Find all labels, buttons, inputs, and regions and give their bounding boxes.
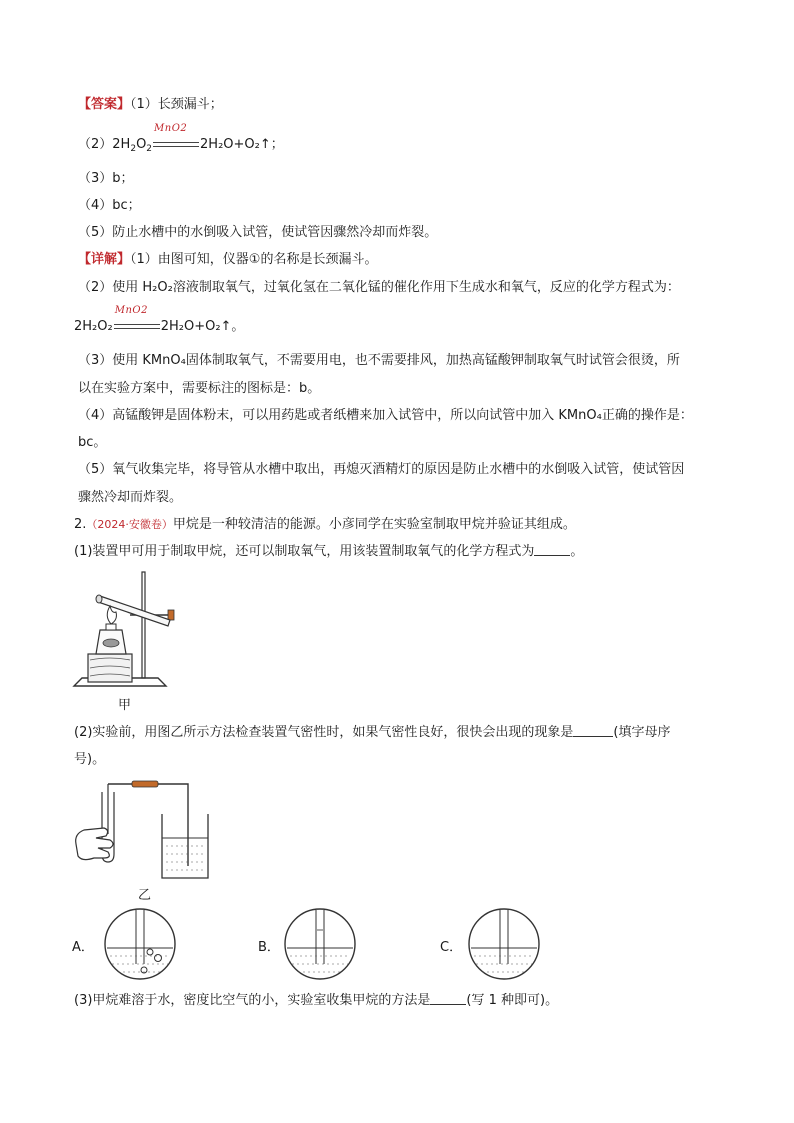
answer-line-4: （4）bc； <box>78 198 141 213</box>
detail-line-5a: （5）氧气收集完毕，将导管从水槽中取出，再熄灭酒精灯的原因是防止水槽中的水倒吸入试管，使试管因 <box>78 462 685 477</box>
detail-equation-reactant: 2H₂O₂ <box>74 319 113 334</box>
question-part-2b: 号)。 <box>74 752 106 767</box>
detail-label: 【详解】 <box>78 252 131 267</box>
q3-text: (3)甲烷难溶于水，密度比空气的小，实验室收集甲烷的方法是 <box>74 993 431 1008</box>
figure-yi-caption: 乙 <box>138 888 152 903</box>
detail-line-3b: 以在实验方案中，需要标注的图标是：b。 <box>78 381 321 396</box>
answer-line-3: （3）b； <box>78 171 134 186</box>
answer-equation-products: 2H₂O+O₂↑； <box>200 137 284 152</box>
q1-text: (1)装置甲可用于制取甲烷，还可以制取氧气，用该装置制取氧气的化学方程式为 <box>74 544 535 559</box>
detail-text-1: （1）由图可知，仪器①的名称是长颈漏斗。 <box>130 252 378 267</box>
apparatus-jia-figure <box>70 568 180 692</box>
q2-text-end: (填字母序 <box>613 725 671 740</box>
detail-equation-products: 2H₂O+O₂↑。 <box>160 319 245 334</box>
reaction-arrow <box>152 123 200 154</box>
question-number: 2. <box>74 517 87 532</box>
answer-line-5: （5）防止水槽中的水倒吸入试管，使试管因骤然冷却而炸裂。 <box>78 225 438 240</box>
catalyst-label-2: MnO2 <box>114 305 148 316</box>
q2-blank[interactable] <box>573 724 613 737</box>
q1-blank[interactable] <box>534 543 570 556</box>
source-tag: （2024·安徽卷） <box>86 518 173 531</box>
question-part-1 <box>74 543 583 561</box>
detail-line-2: （2）使用 H₂O₂溶液制取氧气，过氧化氢在二氧化锰的催化作用下生成水和氧气，反应的化学方程式为： <box>78 280 680 295</box>
catalyst-label: MnO2 <box>154 123 188 134</box>
q3-text-end: (写 1 种即可)。 <box>466 993 559 1008</box>
figure-jia-caption: 甲 <box>118 698 132 713</box>
detail-line-3a: （3）使用 KMnO₄固体制取氧气，不需要用电，也不需要排风，加热高锰酸钾制取氧气时试管会很烫，所 <box>78 353 680 368</box>
option-b-diagram[interactable] <box>282 906 358 982</box>
question-part-3 <box>74 992 558 1010</box>
answer-label: 【答案】 <box>78 97 131 112</box>
detail-line-5b: 骤然冷却而炸裂。 <box>78 490 183 505</box>
detail-line-4a: （4）高锰酸钾是固体粉末，可以用药匙或者纸槽来加入试管中，所以向试管中加入 KMnO₄正确的操作是： <box>78 408 693 423</box>
detail-line-4b: bc。 <box>78 435 107 450</box>
option-c-diagram[interactable] <box>466 906 542 982</box>
q3-blank[interactable] <box>430 992 466 1005</box>
question-part-2a <box>74 724 671 742</box>
option-a-label[interactable]: A． <box>72 940 94 955</box>
answer-text-1: （1）长颈漏斗； <box>130 97 223 112</box>
option-b-label[interactable]: B． <box>258 940 280 955</box>
apparatus-yi-figure <box>70 778 220 882</box>
q2-text: (2)实验前，用图乙所示方法检查装置气密性时，如果气密性良好，很快会出现的现象是 <box>74 725 574 740</box>
option-c-label[interactable]: C． <box>440 940 463 955</box>
answer-line-2: $(2)2H_2O_2$ MnO2 2H₂O+O₂↑； <box>78 136 284 158</box>
answer-equation-prefix: （2）2H <box>78 137 131 152</box>
detail-equation <box>74 305 245 336</box>
option-a-diagram[interactable] <box>102 906 178 982</box>
reaction-arrow-2 <box>113 305 161 336</box>
q1-end: 。 <box>570 544 584 559</box>
question-intro: 甲烷是一种较清洁的能源。小彦同学在实验室制取甲烷并验证其组成。 <box>172 517 576 532</box>
question-header <box>74 516 576 534</box>
detail-line-1 <box>78 251 377 269</box>
answer-line-1 <box>78 96 223 114</box>
